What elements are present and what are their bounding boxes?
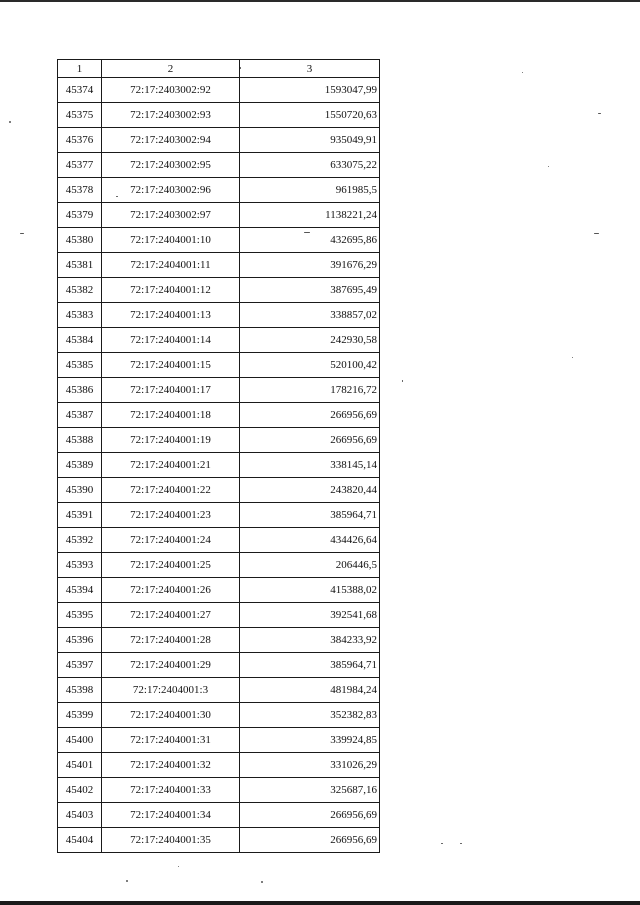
table-row — [58, 428, 380, 453]
cadastral-value-cell: 206446,5 — [240, 553, 380, 578]
row-number-cell: 45386 — [58, 378, 102, 403]
cadastral-value-cell: 520100,42 — [240, 353, 380, 378]
table-row — [58, 603, 380, 628]
bottom-scan-edge — [0, 901, 640, 905]
column-header-1: 1 — [58, 60, 102, 78]
cadastral-value-cell: 392541,68 — [240, 603, 380, 628]
header-row — [58, 60, 380, 78]
table-row — [58, 278, 380, 303]
table-row — [58, 228, 380, 253]
table-row — [58, 328, 380, 353]
cadastral-value-cell: 415388,02 — [240, 578, 380, 603]
table-row — [58, 378, 380, 403]
cadastral-number-cell: 72:17:2403002:94 — [102, 128, 240, 153]
cadastral-value-cell: 266956,69 — [240, 428, 380, 453]
row-number-cell: 45389 — [58, 453, 102, 478]
column-header-3: 3 — [240, 60, 380, 78]
cadastral-number-cell: 72:17:2404001:3 — [102, 678, 240, 703]
row-number-cell: 45398 — [58, 678, 102, 703]
row-number-cell: 45378 — [58, 178, 102, 203]
table-row — [58, 178, 380, 203]
cadastral-value-cell: 961985,5 — [240, 178, 380, 203]
row-number-cell: 45400 — [58, 728, 102, 753]
cadastral-number-cell: 72:17:2403002:92 — [102, 78, 240, 103]
scan-speck — [572, 357, 573, 358]
cadastral-number-cell: 72:17:2404001:28 — [102, 628, 240, 653]
table-row — [58, 503, 380, 528]
cadastral-number-cell: 72:17:2403002:95 — [102, 153, 240, 178]
cadastral-value-cell: 391676,29 — [240, 253, 380, 278]
table-row — [58, 478, 380, 503]
cadastral-number-cell: 72:17:2404001:12 — [102, 278, 240, 303]
row-number-cell: 45375 — [58, 103, 102, 128]
scan-speck — [9, 121, 11, 123]
scan-speck — [261, 881, 263, 883]
cadastral-number-cell: 72:17:2404001:35 — [102, 828, 240, 853]
cadastral-number-cell: 72:17:2404001:33 — [102, 778, 240, 803]
row-number-cell: 45382 — [58, 278, 102, 303]
cadastral-number-cell: 72:17:2404001:31 — [102, 728, 240, 753]
row-number-cell: 45391 — [58, 503, 102, 528]
cadastral-value-cell: 432695,86 — [240, 228, 380, 253]
scan-speck — [20, 233, 24, 234]
table-row — [58, 78, 380, 103]
column-header-2: 2 — [102, 60, 240, 78]
cadastral-value-cell: 1550720,63 — [240, 103, 380, 128]
scan-speck — [126, 880, 128, 882]
cadastral-value-cell: 325687,16 — [240, 778, 380, 803]
table-row — [58, 828, 380, 853]
scan-speck — [116, 196, 118, 197]
table-row — [58, 253, 380, 278]
row-number-cell: 45396 — [58, 628, 102, 653]
row-number-cell: 45387 — [58, 403, 102, 428]
row-number-cell: 45403 — [58, 803, 102, 828]
scan-speck — [402, 380, 403, 382]
row-number-cell: 45383 — [58, 303, 102, 328]
document-table — [57, 59, 380, 853]
cadastral-value-cell: 935049,91 — [240, 128, 380, 153]
row-number-cell: 45388 — [58, 428, 102, 453]
cadastral-number-cell: 72:17:2403002:93 — [102, 103, 240, 128]
row-number-cell: 45393 — [58, 553, 102, 578]
row-number-cell: 45395 — [58, 603, 102, 628]
scan-speck — [240, 67, 241, 69]
table-row — [58, 153, 380, 178]
cadastral-value-cell: 338857,02 — [240, 303, 380, 328]
table-row — [58, 553, 380, 578]
table-row — [58, 103, 380, 128]
table-row — [58, 803, 380, 828]
table-row — [58, 528, 380, 553]
row-number-cell: 45380 — [58, 228, 102, 253]
cadastral-number-cell: 72:17:2404001:29 — [102, 653, 240, 678]
scan-speck — [304, 232, 310, 233]
cadastral-number-cell: 72:17:2404001:27 — [102, 603, 240, 628]
table-row — [58, 628, 380, 653]
cadastral-number-cell: 72:17:2404001:14 — [102, 328, 240, 353]
table-row — [58, 353, 380, 378]
row-number-cell: 45385 — [58, 353, 102, 378]
table-row — [58, 778, 380, 803]
cadastral-number-cell: 72:17:2404001:13 — [102, 303, 240, 328]
scan-speck — [178, 866, 179, 867]
cadastral-number-cell: 72:17:2404001:21 — [102, 453, 240, 478]
table-row — [58, 403, 380, 428]
cadastral-number-cell: 72:17:2404001:23 — [102, 503, 240, 528]
cadastral-value-cell: 633075,22 — [240, 153, 380, 178]
cadastral-value-cell: 243820,44 — [240, 478, 380, 503]
cadastral-value-cell: 266956,69 — [240, 828, 380, 853]
table-body — [58, 78, 380, 853]
cadastral-number-cell: 72:17:2404001:11 — [102, 253, 240, 278]
row-number-cell: 45404 — [58, 828, 102, 853]
cadastral-value-cell: 385964,71 — [240, 653, 380, 678]
row-number-cell: 45384 — [58, 328, 102, 353]
table-row — [58, 753, 380, 778]
row-number-cell: 45381 — [58, 253, 102, 278]
table-row — [58, 703, 380, 728]
row-number-cell: 45394 — [58, 578, 102, 603]
cadastral-value-cell: 266956,69 — [240, 403, 380, 428]
scan-speck — [594, 233, 599, 234]
row-number-cell: 45390 — [58, 478, 102, 503]
table-row — [58, 203, 380, 228]
cadastral-number-cell: 72:17:2403002:96 — [102, 178, 240, 203]
cadastral-value-cell: 1593047,99 — [240, 78, 380, 103]
row-number-cell: 45397 — [58, 653, 102, 678]
cadastral-value-cell: 1138221,24 — [240, 203, 380, 228]
cadastral-number-cell: 72:17:2404001:10 — [102, 228, 240, 253]
table-row — [58, 453, 380, 478]
row-number-cell: 45401 — [58, 753, 102, 778]
cadastral-value-cell: 339924,85 — [240, 728, 380, 753]
cadastral-number-cell: 72:17:2404001:24 — [102, 528, 240, 553]
cadastral-value-cell: 387695,49 — [240, 278, 380, 303]
row-number-cell: 45376 — [58, 128, 102, 153]
scan-speck — [548, 166, 549, 167]
cadastral-value-cell: 434426,64 — [240, 528, 380, 553]
top-scan-edge — [0, 0, 640, 2]
scan-speck — [598, 113, 601, 114]
cadastral-number-cell: 72:17:2404001:17 — [102, 378, 240, 403]
cadastral-number-cell: 72:17:2403002:97 — [102, 203, 240, 228]
cadastral-number-cell: 72:17:2404001:26 — [102, 578, 240, 603]
cadastral-number-cell: 72:17:2404001:25 — [102, 553, 240, 578]
row-number-cell: 45392 — [58, 528, 102, 553]
row-number-cell: 45379 — [58, 203, 102, 228]
cadastral-value-cell: 352382,83 — [240, 703, 380, 728]
cadastral-value-cell: 481984,24 — [240, 678, 380, 703]
row-number-cell: 45399 — [58, 703, 102, 728]
cadastral-value-cell: 242930,58 — [240, 328, 380, 353]
cadastral-value-cell: 178216,72 — [240, 378, 380, 403]
cadastral-value-cell: 338145,14 — [240, 453, 380, 478]
cadastral-value-cell: 384233,92 — [240, 628, 380, 653]
cadastral-number-cell: 72:17:2404001:32 — [102, 753, 240, 778]
row-number-cell: 45377 — [58, 153, 102, 178]
table-row — [58, 678, 380, 703]
table-row — [58, 128, 380, 153]
scan-speck — [522, 72, 523, 73]
row-number-cell: 45402 — [58, 778, 102, 803]
cadastral-number-cell: 72:17:2404001:18 — [102, 403, 240, 428]
cadastral-value-cell: 331026,29 — [240, 753, 380, 778]
cadastral-value-cell: 385964,71 — [240, 503, 380, 528]
cadastral-number-cell: 72:17:2404001:22 — [102, 478, 240, 503]
cadastral-number-cell: 72:17:2404001:34 — [102, 803, 240, 828]
table-row — [58, 653, 380, 678]
cadastral-number-cell: 72:17:2404001:15 — [102, 353, 240, 378]
cadastral-number-cell: 72:17:2404001:19 — [102, 428, 240, 453]
scan-speck — [460, 843, 462, 844]
row-number-cell: 45374 — [58, 78, 102, 103]
cadastral-value-cell: 266956,69 — [240, 803, 380, 828]
table-row — [58, 578, 380, 603]
table-row — [58, 303, 380, 328]
scan-speck — [441, 843, 443, 844]
cadastral-number-cell: 72:17:2404001:30 — [102, 703, 240, 728]
table-row — [58, 728, 380, 753]
